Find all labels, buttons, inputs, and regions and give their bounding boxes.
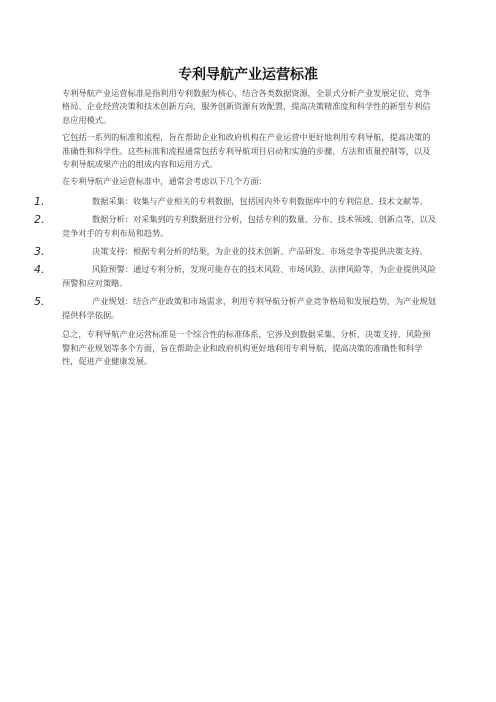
paragraph-scope: 它包括一系列的标准和流程，旨在帮助企业和政府机构在产业运营中更好地利用专利导航，提高决策的准确性和科学性。这些标准和流程通常包括专利导航项目启动和实施的步骤、方法和质量控制等，以及专利导航成果产出的组成内容和运用方式。 [62,132,431,170]
document-body [34,87,436,372]
list-item-text: 数据采集：收集与产业相关的专利数据，包括国内外专利数据库中的专利信息、技术文献等。 [92,195,428,206]
list-item [34,194,436,208]
list-intro: 在专利导航产业运营标准中，通常会考虑以下几个方面： [62,176,267,187]
list-item [34,295,436,322]
document-title: 专利导航产业运营标准 [178,67,318,83]
list-item-text: 决策支持：根据专利分析的结果，为企业的技术创新、产品研发、市场竞争等提供决策支持。 [92,246,428,257]
list-item-text: 数据分析：对采集到的专利数据进行分析，包括专利的数量、分布、技术领域、创新点等，以及竞争对手的专利布局和趋势。 [62,214,436,238]
list-item [34,245,436,259]
list-item [34,263,436,290]
list-item-text: 风险预警：通过专利分析，发现可能存在的技术风险、市场风险、法律风险等，为企业提供风险预警和应对策略。 [62,264,436,288]
list-item-number: 1. [34,194,45,208]
list-item-number: 4. [34,263,45,277]
list-item-number: 2. [34,213,45,227]
list-item-number: 5. [34,295,45,309]
paragraph-summary: 总之，专利导航产业运营标准是一个综合性的标准体系，它涉及到数据采集、分析、决策支持、风险预警和产业规划等多个方面，旨在帮助企业和政府机构更好地利用专利导航，提高决策的准确性和科学性，促进产业健康发展。 [62,329,431,366]
list-item-number: 3. [34,245,45,259]
list-item-text: 产业规划：结合产业政策和市场需求，利用专利导航分析产业竞争格局和发展趋势，为产业规划提供科学依据。 [62,296,436,320]
list-item [34,213,436,240]
aspects-list [34,194,436,322]
paragraph-definition: 专利导航产业运营标准是指利用专利数据为核心，结合各类数据资源，全景式分析产业发展定位、竞争格局、企业经营决策和技术创新方向，服务创新资源有效配置，提高决策精准度和科学性的新型专利信息应用模式。 [62,88,431,125]
